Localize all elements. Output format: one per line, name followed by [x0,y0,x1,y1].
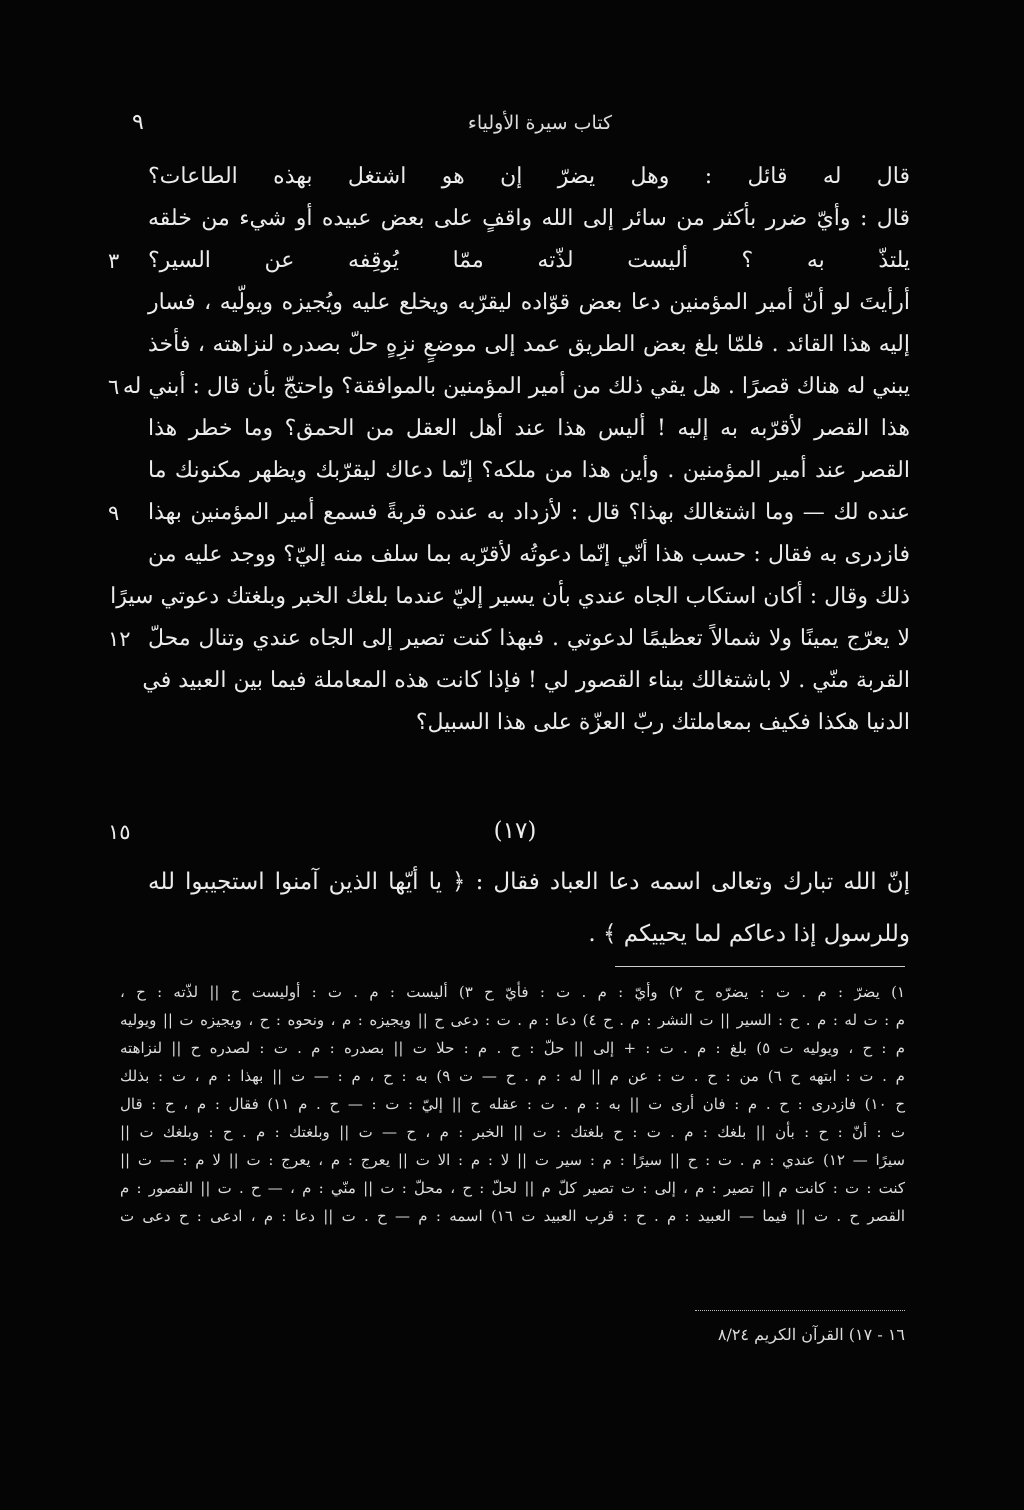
line-text: أرأيتَ لو أنّ أمير المؤمنين دعا بعض قوّاده ليقرّبه ويخلع عليه ويُجيزه ويولّيه ، فسار [148,290,910,315]
footnote-line: القصر ح . ت || فيما — العبيد : م . ح : قرب العبيد ت ١٦) اسمه : م — ح . ت || دعا : م ، ادعى : ح دعى ت [120,1207,905,1225]
page-header [120,106,920,142]
text-line [120,408,910,450]
line-text: القربة منّي . لا باشتغالك ببناء القصور لي ! فإذا كانت هذه المعاملة فيما بين العبيد في [142,668,910,693]
line-text: يبني له هناك قصرًا . هل يقي ذلك من أمير المؤمنين بالموافقة؟ واحتجّ بأن قال : أبني له [122,374,910,399]
quran-line: وللرسول إذا دعاكم لما يحييكم ﴾ . [588,921,910,947]
text-line [108,618,910,660]
footnote-line: ح ١٠) فازدرى : ح . م : فان أرى ت || به : م . ت : عقله ح || إليّ : ت : — ح . م ١١) فقال : م ، ح : قال [120,1095,906,1113]
line-text: قال : وأيّ ضرر بأكثر من سائر إلى الله واقفٍ على بعض عبيده أو شيء من خلقه [148,206,910,231]
footnote-line: سيرًا — ١٢) عندي : م . ت : ح || سيرًا : م : سير ت || لا : م : الا ت || يعرج : م ، يعرج : ت || لا م : — ت || [120,1151,905,1169]
text-line [120,324,910,366]
footnote-line: ت : أنّ : ح : بأن || بلغك : م . ت : ح بلغتك : ت || الخبر : م ، ح — ت || وبلغتك : م . ح : وبلغك ت || [120,1123,905,1141]
text-line [108,240,910,282]
line-text: لا يعرّج يمينًا ولا شمالاً تعظيمًا لدعوتي . فبهذا كنت تصير إلى الجاه عندي وتنال محلّ [148,626,910,651]
footnote-line: م : ت له : م . ح : السير || ت النشر : م . ح ٤) دعا : م . ت : دعى ح || ويجيزه : م ، ونحوه : ح ، ويجيزه ت || ويوليه [120,1011,906,1029]
section-heading [108,812,910,852]
footnote-divider [615,966,905,967]
text-line [120,702,910,744]
footnotes-apparatus [120,978,905,1230]
text-line [120,198,910,240]
quran-line: إنّ الله تبارك وتعالى اسمه دعا العباد فقال : ﴿ يا أيّها الذين آمنوا استجيبوا لله [148,869,910,895]
line-text: هذا القصر لأقرّبه به إليه ! أليس هذا عند أهل العقل من الحمق؟ وما خطر هذا [148,416,910,441]
text-line [108,492,910,534]
line-number: ٦ [108,375,120,399]
line-text: عنده لك — وما اشتغالك بهذا؟ قال : لأزداد به عنده قربةً فسمع أمير المؤمنين بهذا [148,500,910,525]
line-text: الدنيا هكذا فكيف بمعاملتك ربّ العزّة على هذا السبيل؟ [415,710,910,735]
line-text: القصر عند أمير المؤمنين . وأين هذا من ملكه؟ إنّما دعاك ليقرّبك ويظهر مكنونك ما [148,458,910,483]
section-number: (١٧) [493,818,537,844]
footnote-line: م : ح ، ويوليه ت ٥) بلغ : م . ت : + إلى || حلّ : ح . م : حلا ت || بصدره : م . ت : لصدره ح || لنزاهته [120,1039,906,1057]
page-number: ٩ [132,110,144,135]
text-line [120,156,910,198]
line-text: إليه هذا القائد . فلمّا بلغ بعض الطريق عمد إلى موضعٍ نزِهٍ حلّ بصدره لنزاهته ، فأخذ [148,332,910,357]
line-text: ذلك وقال : أكان استكاب الجاه عندي بأن يسير إليّ عندما بلغك الخبر وبلغتك دعوتي سيرًا [110,584,910,609]
text-line [110,576,910,618]
line-text: يلتذّ به ؟ أليست لذّته ممّا يُوقِفه عن السير؟ [148,248,910,273]
line-number: ٩ [108,501,120,525]
line-number: ١٢ [108,627,131,651]
source-reference: ١٦ - ١٧) القرآن الكريم ٨/٢٤ [717,1325,905,1344]
text-line [120,534,910,576]
dotted-separator [695,1310,905,1313]
text-line [120,660,910,702]
running-title: كتاب سيرة الأولياء [467,112,613,134]
footnote-line: م . ت : ابتهه ح ٦) من : ح . ت : عن م || له : م . ح — ت ٩) به : ح ، م : — ت || بهذا : م ، ت : بذلك [120,1067,905,1085]
text-line [108,366,910,408]
line-number: ٣ [108,249,120,273]
text-line [120,450,910,492]
line-text: قال له قائل : وهل يضرّ إن هو اشتغل بهذه الطاعات؟ [148,164,910,189]
footnote-line: كنت : ت : كانت م || تصير : م ، إلى : ت تصير كلّ م || لحلّ : ح ، محلّ : ت || منّي : م ، — ح . ت || القصور : م [120,1179,905,1197]
quran-citation [120,856,910,960]
line-number: ١٥ [108,820,131,844]
body-text [108,156,910,744]
footnote-line: ١) يضرّ : م . ت : يضرّه ح ٢) وأيّ : م . ت : فأيّ ح ٣) أليست : م . ت : أوليست ح || لذّته : ح ، [120,983,905,1001]
text-line [120,282,910,324]
line-text: فازدرى به فقال : حسب هذا أنّي إنّما دعوتُه لأقرّبه بما سلف منه إليّ؟ ووجد عليه من [148,542,910,567]
